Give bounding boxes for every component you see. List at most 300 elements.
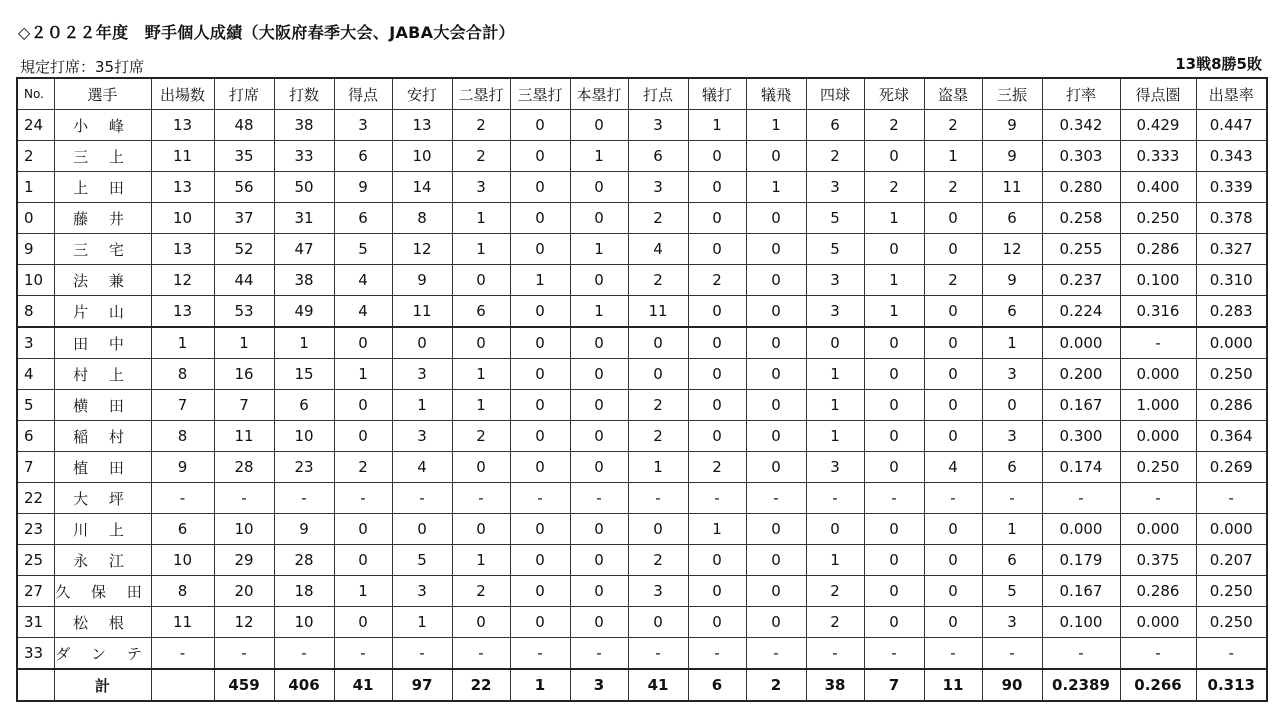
cell-stolen-bases: 0 xyxy=(924,390,982,421)
cell-stolen-bases: 4 xyxy=(924,452,982,483)
cell-batting-average: 0.303 xyxy=(1042,141,1120,172)
cell-risp-average: 0.250 xyxy=(1120,452,1196,483)
cell-rbi: 0 xyxy=(628,514,688,545)
cell-on-base-percentage: 0.250 xyxy=(1196,359,1267,390)
cell-sac-flies: 0 xyxy=(746,265,806,296)
cell-rbi: 2 xyxy=(628,545,688,576)
total-runs: 41 xyxy=(334,669,392,701)
cell-runs: 1 xyxy=(334,359,392,390)
cell-player: 小 峰 xyxy=(54,110,151,141)
total-rbi: 41 xyxy=(628,669,688,701)
cell-stolen-bases: 1 xyxy=(924,141,982,172)
cell-hits: - xyxy=(392,483,452,514)
cell-sac-flies: 0 xyxy=(746,234,806,265)
column-header-plate-appearances: 打席 xyxy=(214,78,274,110)
cell-triples: 0 xyxy=(510,607,570,638)
cell-at-bats: 38 xyxy=(274,265,334,296)
cell-at-bats: 50 xyxy=(274,172,334,203)
cell-on-base-percentage: 0.000 xyxy=(1196,327,1267,359)
cell-walks: 3 xyxy=(806,296,864,328)
cell-sac-bunts: 0 xyxy=(688,234,746,265)
cell-doubles: 0 xyxy=(452,452,510,483)
table-row xyxy=(17,514,1267,545)
cell-risp-average: 0.375 xyxy=(1120,545,1196,576)
cell-runs: 6 xyxy=(334,141,392,172)
cell-at-bats: 15 xyxy=(274,359,334,390)
cell-walks: 0 xyxy=(806,514,864,545)
cell-hits: 12 xyxy=(392,234,452,265)
cell-sac-bunts: 2 xyxy=(688,452,746,483)
total-on-base-percentage: 0.313 xyxy=(1196,669,1267,701)
cell-rbi: 2 xyxy=(628,421,688,452)
cell-stolen-bases: 0 xyxy=(924,296,982,328)
win-loss-record: 13戦8勝5敗 xyxy=(1175,55,1262,73)
cell-risp-average: 0.316 xyxy=(1120,296,1196,328)
total-row xyxy=(17,669,1267,701)
cell-strikeouts: 0 xyxy=(982,390,1042,421)
cell-home-runs: 0 xyxy=(570,359,628,390)
total-at-bats: 406 xyxy=(274,669,334,701)
cell-sac-bunts: 0 xyxy=(688,576,746,607)
column-header-games: 出場数 xyxy=(151,78,214,110)
cell-plate-appearances: 7 xyxy=(214,390,274,421)
total-player: 計 xyxy=(54,669,151,701)
cell-walks: 0 xyxy=(806,327,864,359)
cell-no: 31 xyxy=(17,607,54,638)
cell-sac-bunts: 1 xyxy=(688,110,746,141)
cell-sac-bunts: 0 xyxy=(688,359,746,390)
cell-hit-by-pitch: 2 xyxy=(864,172,924,203)
cell-batting-average: 0.300 xyxy=(1042,421,1120,452)
cell-plate-appearances: 29 xyxy=(214,545,274,576)
cell-on-base-percentage: 0.343 xyxy=(1196,141,1267,172)
table-row xyxy=(17,421,1267,452)
cell-strikeouts: 12 xyxy=(982,234,1042,265)
cell-games: 8 xyxy=(151,359,214,390)
cell-hits: 8 xyxy=(392,203,452,234)
cell-rbi: - xyxy=(628,638,688,670)
cell-strikeouts: 11 xyxy=(982,172,1042,203)
cell-games: 13 xyxy=(151,296,214,328)
cell-no: 33 xyxy=(17,638,54,670)
cell-walks: - xyxy=(806,638,864,670)
total-games xyxy=(151,669,214,701)
cell-player: 三 宅 xyxy=(54,234,151,265)
cell-home-runs: 1 xyxy=(570,296,628,328)
cell-strikeouts: 3 xyxy=(982,359,1042,390)
cell-player: 川 上 xyxy=(54,514,151,545)
cell-sac-flies: 0 xyxy=(746,545,806,576)
column-header-strikeouts: 三振 xyxy=(982,78,1042,110)
cell-walks: 3 xyxy=(806,265,864,296)
cell-no: 2 xyxy=(17,141,54,172)
cell-batting-average: 0.000 xyxy=(1042,514,1120,545)
column-header-triples: 三塁打 xyxy=(510,78,570,110)
cell-walks: 1 xyxy=(806,359,864,390)
cell-doubles: - xyxy=(452,638,510,670)
cell-rbi: 11 xyxy=(628,296,688,328)
cell-hit-by-pitch: 0 xyxy=(864,141,924,172)
cell-hit-by-pitch: - xyxy=(864,483,924,514)
cell-sac-flies: 0 xyxy=(746,576,806,607)
cell-batting-average: 0.280 xyxy=(1042,172,1120,203)
cell-plate-appearances: 20 xyxy=(214,576,274,607)
cell-triples: 0 xyxy=(510,514,570,545)
cell-walks: 1 xyxy=(806,545,864,576)
cell-on-base-percentage: 0.000 xyxy=(1196,514,1267,545)
cell-triples: 0 xyxy=(510,576,570,607)
cell-sac-bunts: 0 xyxy=(688,421,746,452)
cell-hits: 4 xyxy=(392,452,452,483)
cell-plate-appearances: 10 xyxy=(214,514,274,545)
cell-hit-by-pitch: 2 xyxy=(864,110,924,141)
cell-triples: 0 xyxy=(510,421,570,452)
cell-strikeouts: 3 xyxy=(982,421,1042,452)
cell-rbi: 3 xyxy=(628,110,688,141)
cell-triples: 0 xyxy=(510,452,570,483)
cell-walks: 3 xyxy=(806,452,864,483)
cell-stolen-bases: 0 xyxy=(924,327,982,359)
cell-at-bats: 1 xyxy=(274,327,334,359)
cell-no: 0 xyxy=(17,203,54,234)
cell-strikeouts: 3 xyxy=(982,607,1042,638)
cell-hits: 3 xyxy=(392,421,452,452)
cell-batting-average: - xyxy=(1042,483,1120,514)
cell-sac-bunts: 2 xyxy=(688,265,746,296)
total-home-runs: 3 xyxy=(570,669,628,701)
cell-triples: 1 xyxy=(510,265,570,296)
cell-no: 10 xyxy=(17,265,54,296)
cell-player: 法 兼 xyxy=(54,265,151,296)
cell-hit-by-pitch: 0 xyxy=(864,390,924,421)
cell-doubles: 3 xyxy=(452,172,510,203)
cell-games: 1 xyxy=(151,327,214,359)
cell-walks: 5 xyxy=(806,234,864,265)
cell-games: 9 xyxy=(151,452,214,483)
cell-runs: 4 xyxy=(334,296,392,328)
cell-plate-appearances: 56 xyxy=(214,172,274,203)
qualifying-plate-appearances: 規定打席：35打席 xyxy=(20,58,145,76)
cell-no: 23 xyxy=(17,514,54,545)
batting-stats-table xyxy=(16,77,1268,702)
cell-triples: 0 xyxy=(510,545,570,576)
cell-home-runs: 0 xyxy=(570,265,628,296)
cell-hits: 1 xyxy=(392,390,452,421)
cell-runs: 1 xyxy=(334,576,392,607)
cell-doubles: 2 xyxy=(452,421,510,452)
cell-doubles: - xyxy=(452,483,510,514)
cell-hits: 3 xyxy=(392,576,452,607)
cell-on-base-percentage: 0.378 xyxy=(1196,203,1267,234)
column-header-stolen-bases: 盗塁 xyxy=(924,78,982,110)
cell-home-runs: 0 xyxy=(570,514,628,545)
cell-risp-average: 0.286 xyxy=(1120,234,1196,265)
cell-on-base-percentage: 0.250 xyxy=(1196,607,1267,638)
cell-sac-flies: 0 xyxy=(746,452,806,483)
cell-walks: 6 xyxy=(806,110,864,141)
cell-player: 村 上 xyxy=(54,359,151,390)
cell-no: 9 xyxy=(17,234,54,265)
cell-rbi: 3 xyxy=(628,172,688,203)
cell-risp-average: 0.000 xyxy=(1120,514,1196,545)
cell-no: 7 xyxy=(17,452,54,483)
cell-no: 4 xyxy=(17,359,54,390)
cell-walks: 5 xyxy=(806,203,864,234)
cell-home-runs: 0 xyxy=(570,110,628,141)
cell-doubles: 1 xyxy=(452,234,510,265)
cell-runs: 9 xyxy=(334,172,392,203)
cell-home-runs: 0 xyxy=(570,327,628,359)
cell-games: - xyxy=(151,638,214,670)
cell-doubles: 0 xyxy=(452,514,510,545)
column-header-risp-average: 得点圏 xyxy=(1120,78,1196,110)
cell-sac-bunts: 0 xyxy=(688,545,746,576)
cell-doubles: 1 xyxy=(452,203,510,234)
cell-on-base-percentage: 0.283 xyxy=(1196,296,1267,328)
cell-plate-appearances: 37 xyxy=(214,203,274,234)
cell-strikeouts: 5 xyxy=(982,576,1042,607)
cell-home-runs: - xyxy=(570,638,628,670)
cell-hit-by-pitch: 1 xyxy=(864,265,924,296)
cell-walks: 2 xyxy=(806,576,864,607)
cell-risp-average: 0.429 xyxy=(1120,110,1196,141)
cell-runs: 0 xyxy=(334,421,392,452)
cell-sac-flies: 0 xyxy=(746,421,806,452)
total-stolen-bases: 11 xyxy=(924,669,982,701)
cell-hits: 3 xyxy=(392,359,452,390)
cell-strikeouts: 6 xyxy=(982,545,1042,576)
cell-hits: 5 xyxy=(392,545,452,576)
cell-rbi: 2 xyxy=(628,203,688,234)
cell-batting-average: 0.174 xyxy=(1042,452,1120,483)
cell-at-bats: 38 xyxy=(274,110,334,141)
cell-sac-bunts: 1 xyxy=(688,514,746,545)
column-header-doubles: 二塁打 xyxy=(452,78,510,110)
cell-runs: 6 xyxy=(334,203,392,234)
cell-home-runs: 0 xyxy=(570,390,628,421)
cell-games: 6 xyxy=(151,514,214,545)
cell-on-base-percentage: 0.207 xyxy=(1196,545,1267,576)
cell-player: 久 保 田 xyxy=(54,576,151,607)
cell-sac-flies: 0 xyxy=(746,296,806,328)
cell-sac-flies: 0 xyxy=(746,327,806,359)
cell-at-bats: 49 xyxy=(274,296,334,328)
cell-hits: 0 xyxy=(392,514,452,545)
cell-games: 13 xyxy=(151,234,214,265)
cell-on-base-percentage: 0.286 xyxy=(1196,390,1267,421)
cell-player: ダ ン テ xyxy=(54,638,151,670)
cell-stolen-bases: 0 xyxy=(924,234,982,265)
total-doubles: 22 xyxy=(452,669,510,701)
cell-home-runs: 0 xyxy=(570,172,628,203)
cell-on-base-percentage: 0.447 xyxy=(1196,110,1267,141)
cell-home-runs: 0 xyxy=(570,576,628,607)
cell-risp-average: 0.400 xyxy=(1120,172,1196,203)
total-hit-by-pitch: 7 xyxy=(864,669,924,701)
cell-batting-average: 0.255 xyxy=(1042,234,1120,265)
cell-player: 藤 井 xyxy=(54,203,151,234)
cell-games: 7 xyxy=(151,390,214,421)
cell-games: 10 xyxy=(151,203,214,234)
cell-triples: 0 xyxy=(510,110,570,141)
table-row xyxy=(17,327,1267,359)
cell-strikeouts: 6 xyxy=(982,452,1042,483)
cell-hits: 9 xyxy=(392,265,452,296)
cell-plate-appearances: 16 xyxy=(214,359,274,390)
cell-triples: 0 xyxy=(510,359,570,390)
cell-player: 稲 村 xyxy=(54,421,151,452)
cell-strikeouts: - xyxy=(982,483,1042,514)
cell-hits: 10 xyxy=(392,141,452,172)
cell-sac-bunts: - xyxy=(688,483,746,514)
cell-rbi: 2 xyxy=(628,265,688,296)
table-row xyxy=(17,172,1267,203)
cell-doubles: 0 xyxy=(452,265,510,296)
cell-sac-flies: 0 xyxy=(746,514,806,545)
cell-triples: - xyxy=(510,483,570,514)
cell-risp-average: 0.286 xyxy=(1120,576,1196,607)
table-row xyxy=(17,265,1267,296)
cell-sac-bunts: 0 xyxy=(688,390,746,421)
cell-at-bats: 9 xyxy=(274,514,334,545)
column-header-hits: 安打 xyxy=(392,78,452,110)
cell-triples: 0 xyxy=(510,327,570,359)
cell-at-bats: 6 xyxy=(274,390,334,421)
table-row xyxy=(17,203,1267,234)
cell-runs: 2 xyxy=(334,452,392,483)
cell-doubles: 1 xyxy=(452,390,510,421)
cell-hit-by-pitch: 0 xyxy=(864,234,924,265)
table-row xyxy=(17,296,1267,328)
column-header-walks: 四球 xyxy=(806,78,864,110)
cell-at-bats: 23 xyxy=(274,452,334,483)
cell-runs: 0 xyxy=(334,545,392,576)
cell-no: 27 xyxy=(17,576,54,607)
column-header-home-runs: 本塁打 xyxy=(570,78,628,110)
cell-stolen-bases: - xyxy=(924,638,982,670)
cell-strikeouts: 9 xyxy=(982,265,1042,296)
column-header-batting-average: 打率 xyxy=(1042,78,1120,110)
cell-hits: 1 xyxy=(392,607,452,638)
cell-batting-average: 0.167 xyxy=(1042,576,1120,607)
cell-rbi: - xyxy=(628,483,688,514)
cell-plate-appearances: 48 xyxy=(214,110,274,141)
cell-risp-average: 0.000 xyxy=(1120,421,1196,452)
cell-rbi: 0 xyxy=(628,327,688,359)
cell-batting-average: - xyxy=(1042,638,1120,670)
table-row xyxy=(17,576,1267,607)
cell-sac-bunts: 0 xyxy=(688,203,746,234)
cell-plate-appearances: 28 xyxy=(214,452,274,483)
cell-player: 植 田 xyxy=(54,452,151,483)
cell-plate-appearances: - xyxy=(214,483,274,514)
cell-rbi: 0 xyxy=(628,359,688,390)
cell-batting-average: 0.100 xyxy=(1042,607,1120,638)
cell-no: 3 xyxy=(17,327,54,359)
cell-sac-flies: 0 xyxy=(746,390,806,421)
cell-player: 田 中 xyxy=(54,327,151,359)
cell-player: 大 坪 xyxy=(54,483,151,514)
cell-hit-by-pitch: 0 xyxy=(864,421,924,452)
cell-sac-bunts: - xyxy=(688,638,746,670)
cell-games: 12 xyxy=(151,265,214,296)
page-title: ◇２０２２年度 野手個人成績（大阪府春季大会、JABA大会合計） xyxy=(18,23,515,42)
cell-sac-flies: - xyxy=(746,483,806,514)
cell-hit-by-pitch: 0 xyxy=(864,607,924,638)
cell-on-base-percentage: - xyxy=(1196,483,1267,514)
table-row xyxy=(17,359,1267,390)
column-header-on-base-percentage: 出塁率 xyxy=(1196,78,1267,110)
total-hits: 97 xyxy=(392,669,452,701)
cell-triples: 0 xyxy=(510,141,570,172)
cell-doubles: 1 xyxy=(452,359,510,390)
cell-batting-average: 0.200 xyxy=(1042,359,1120,390)
cell-triples: 0 xyxy=(510,172,570,203)
cell-games: 8 xyxy=(151,576,214,607)
cell-hit-by-pitch: - xyxy=(864,638,924,670)
cell-hit-by-pitch: 0 xyxy=(864,576,924,607)
cell-home-runs: 0 xyxy=(570,203,628,234)
cell-sac-bunts: 0 xyxy=(688,172,746,203)
cell-at-bats: 10 xyxy=(274,421,334,452)
cell-home-runs: 1 xyxy=(570,141,628,172)
cell-no: 22 xyxy=(17,483,54,514)
cell-rbi: 6 xyxy=(628,141,688,172)
cell-at-bats: 10 xyxy=(274,607,334,638)
cell-plate-appearances: 44 xyxy=(214,265,274,296)
column-header-hit-by-pitch: 死球 xyxy=(864,78,924,110)
cell-risp-average: 0.100 xyxy=(1120,265,1196,296)
cell-sac-flies: 1 xyxy=(746,110,806,141)
cell-hit-by-pitch: 0 xyxy=(864,545,924,576)
cell-player: 上 田 xyxy=(54,172,151,203)
table-row xyxy=(17,110,1267,141)
cell-doubles: 6 xyxy=(452,296,510,328)
cell-hits: 14 xyxy=(392,172,452,203)
cell-sac-flies: 0 xyxy=(746,607,806,638)
table-row xyxy=(17,141,1267,172)
cell-stolen-bases: 2 xyxy=(924,172,982,203)
cell-games: 8 xyxy=(151,421,214,452)
cell-batting-average: 0.167 xyxy=(1042,390,1120,421)
cell-home-runs: - xyxy=(570,483,628,514)
cell-sac-flies: - xyxy=(746,638,806,670)
cell-home-runs: 0 xyxy=(570,545,628,576)
cell-player: 横 田 xyxy=(54,390,151,421)
cell-sac-flies: 0 xyxy=(746,203,806,234)
cell-on-base-percentage: 0.269 xyxy=(1196,452,1267,483)
cell-at-bats: - xyxy=(274,638,334,670)
total-triples: 1 xyxy=(510,669,570,701)
cell-home-runs: 1 xyxy=(570,234,628,265)
cell-on-base-percentage: 0.250 xyxy=(1196,576,1267,607)
cell-runs: 0 xyxy=(334,327,392,359)
cell-on-base-percentage: 0.310 xyxy=(1196,265,1267,296)
cell-at-bats: 47 xyxy=(274,234,334,265)
cell-stolen-bases: 2 xyxy=(924,110,982,141)
total-sac-flies: 2 xyxy=(746,669,806,701)
cell-sac-bunts: 0 xyxy=(688,296,746,328)
cell-walks: 2 xyxy=(806,607,864,638)
cell-stolen-bases: - xyxy=(924,483,982,514)
cell-at-bats: - xyxy=(274,483,334,514)
cell-strikeouts: 1 xyxy=(982,514,1042,545)
cell-plate-appearances: 11 xyxy=(214,421,274,452)
total-strikeouts: 90 xyxy=(982,669,1042,701)
cell-hits: 13 xyxy=(392,110,452,141)
cell-sac-flies: 1 xyxy=(746,172,806,203)
table-row xyxy=(17,452,1267,483)
